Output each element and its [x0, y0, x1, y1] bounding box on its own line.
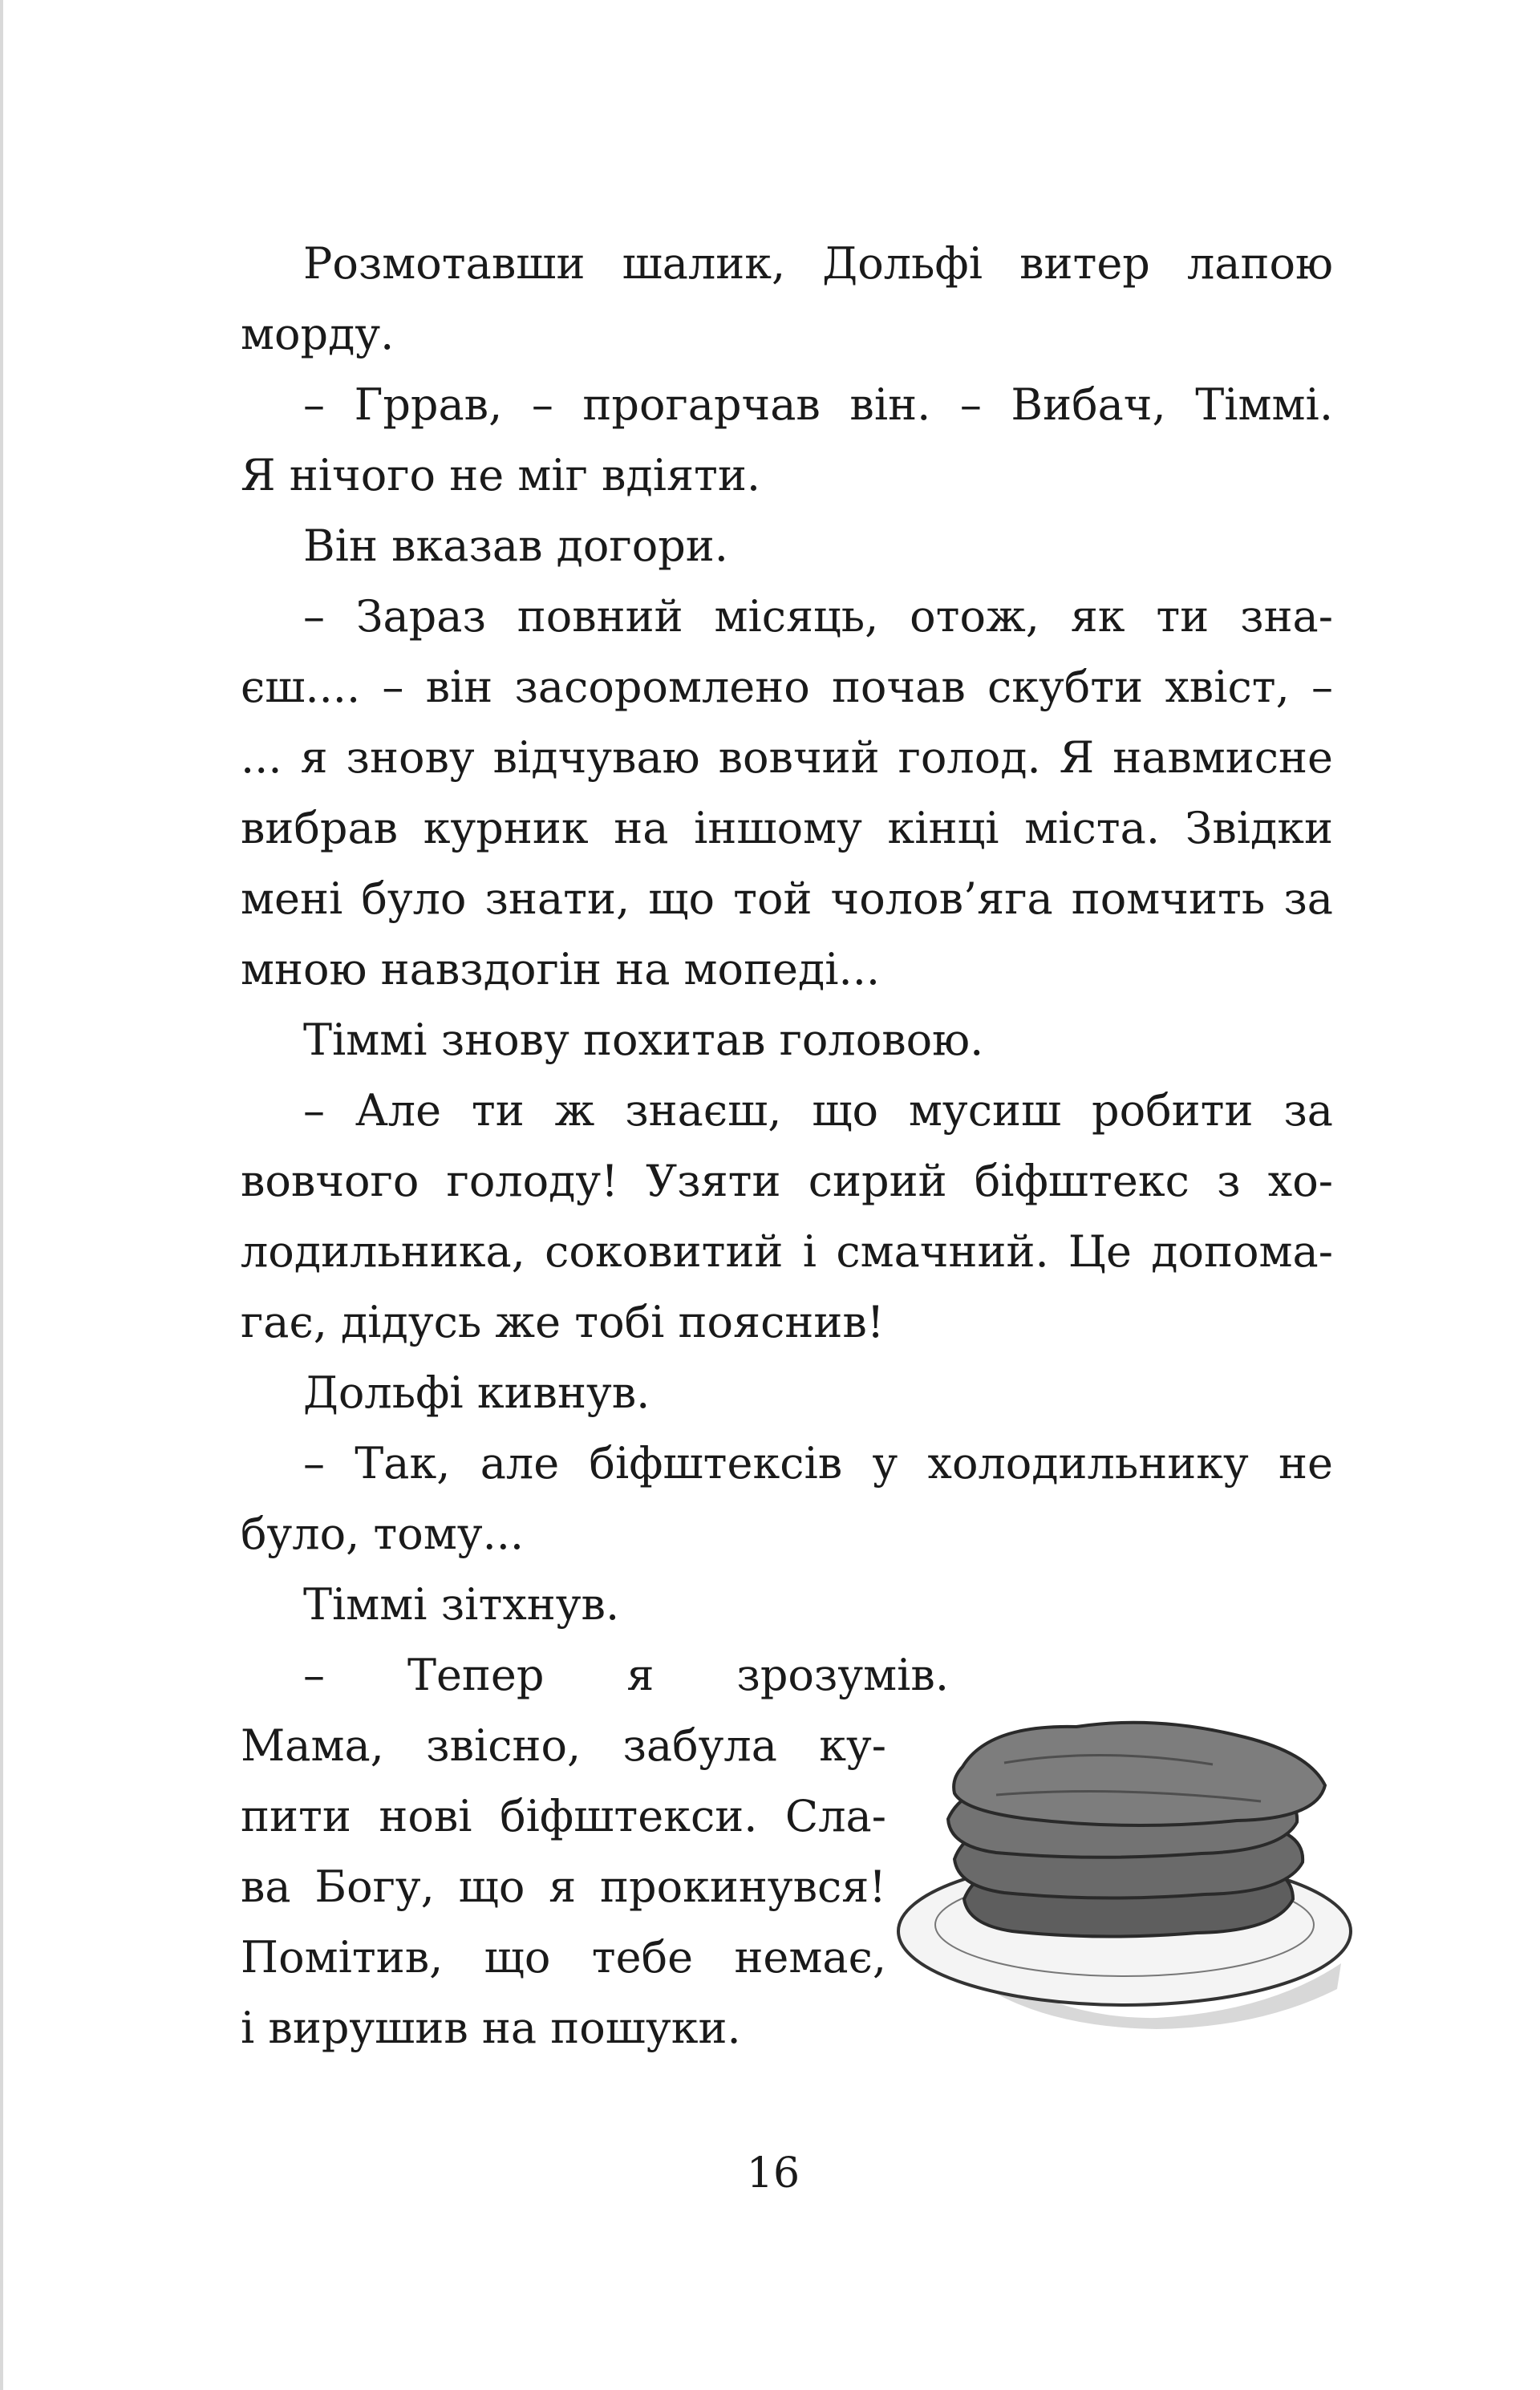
text-line: морду. [241, 309, 395, 359]
text-line: – Зараз повний місяць, отож, як ти зна- [303, 591, 1333, 642]
text-line: Мама, звісно, забула ку- [241, 1720, 886, 1771]
text-line: ... я знову відчуваю вовчий голод. Я навмисне [241, 732, 1333, 783]
text-line: вибрав курник на іншому кінці міста. Звідки [241, 803, 1333, 853]
text-line: Я нічого не міг вдіяти. [241, 450, 761, 500]
text-line: – Гррав, – прогарчав він. – Вибач, Тіммі. [303, 379, 1333, 430]
text-line: було, тому... [241, 1509, 525, 1559]
text-line: ва Богу, що я прокинувся! [241, 1861, 886, 1912]
text-line: – Так, але біфштексів у холодильнику не [303, 1438, 1333, 1489]
text-line: – Тепер я зрозумів. [303, 1650, 949, 1700]
text-line: Помітив, що тебе немає, [241, 1932, 886, 1983]
text-line: вовчого голоду! Узяти сирий біфштекс з хо- [241, 1156, 1333, 1206]
steak-plate-icon [892, 1691, 1357, 2036]
text-line: мною навздогін на мопеді... [241, 944, 881, 994]
text-line: Тіммі знову похитав головою. [303, 1015, 984, 1065]
text-line: Розмотавши шалик, Дольфі витер лапою [303, 238, 1333, 289]
text-line: і вирушив на пошуки. [241, 2003, 741, 2053]
text-line: гає, дідусь же тобі пояснив! [241, 1297, 885, 1347]
text-line: Тіммі зітхнув. [303, 1579, 620, 1630]
text-line: пити нові біфштекси. Сла- [241, 1791, 886, 1841]
text-line: єш.... – він засоромлено почав скубти хвіст, – [241, 662, 1333, 712]
text-line: Дольфі кивнув. [303, 1367, 650, 1418]
text-line: – Але ти ж знаєш, що мусиш робити за [303, 1085, 1333, 1136]
text-line: мені було знати, що той чолов’яга помчить за [241, 873, 1333, 924]
page-number: 16 [746, 2149, 800, 2198]
text-line: лодильника, соковитий і смачний. Це допома- [241, 1226, 1333, 1277]
text-line: Він вказав догори. [303, 521, 728, 571]
